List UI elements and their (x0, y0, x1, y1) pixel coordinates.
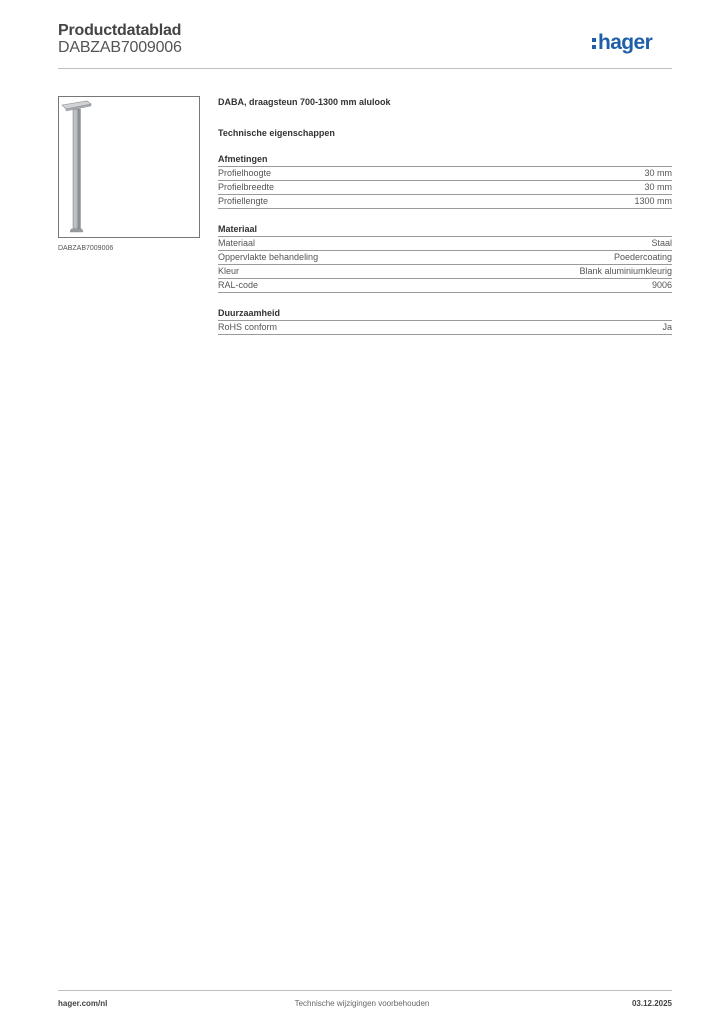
spec-value: Blank aluminiumkleurig (579, 266, 672, 276)
spec-group-heading: Afmetingen (218, 153, 672, 167)
product-name: DABA, draagsteun 700-1300 mm alulook (218, 97, 391, 107)
spec-value: 30 mm (644, 182, 672, 192)
spec-value: 9006 (651, 280, 672, 290)
spec-row (218, 181, 672, 195)
spec-label: Profiellengte (218, 196, 269, 206)
spec-group-duurzaamheid (218, 307, 672, 335)
spec-group-heading: Duurzaamheid (218, 307, 672, 321)
spec-label: RAL-code (218, 280, 259, 290)
spec-value: Staal (651, 238, 672, 248)
hager-logo (592, 27, 672, 57)
technical-heading: Technische eigenschappen (218, 128, 335, 138)
spec-group-afmetingen (218, 153, 672, 209)
spec-group-heading: Materiaal (218, 223, 672, 237)
spec-label: Kleur (218, 266, 240, 276)
footer-disclaimer: Technische wijzigingen voorbehouden (294, 999, 430, 1008)
page-title: Productdatablad (58, 22, 182, 39)
spec-value: Poedercoating (613, 252, 672, 262)
footer-website-link[interactable]: hager.com/nl (58, 999, 108, 1008)
spec-row (218, 237, 672, 251)
spec-row (218, 195, 672, 209)
spec-label: Oppervlakte behandeling (218, 252, 319, 262)
spec-row (218, 265, 672, 279)
spec-value: 30 mm (644, 168, 672, 178)
spec-label: Materiaal (218, 238, 256, 248)
spec-row (218, 321, 672, 335)
specification-section (218, 96, 672, 335)
support-post-illustration-icon (59, 97, 199, 237)
spec-group-materiaal (218, 223, 672, 293)
svg-text:hager: hager (598, 31, 653, 54)
spec-row (218, 251, 672, 265)
spec-label: RoHS conform (218, 322, 278, 332)
product-code: DABZAB7009006 (58, 39, 182, 56)
spec-value: 1300 mm (634, 196, 672, 206)
image-caption: DABZAB7009006 (58, 245, 114, 252)
footer-date: 03.12.2025 (631, 999, 672, 1008)
spec-value: Ja (662, 322, 672, 332)
spec-row (218, 279, 672, 293)
spec-label: Profielbreedte (218, 182, 275, 192)
product-image (58, 96, 200, 238)
spec-row (218, 167, 672, 181)
header-divider (58, 68, 672, 69)
footer-divider (58, 990, 672, 991)
spec-label: Profielhoogte (218, 168, 272, 178)
